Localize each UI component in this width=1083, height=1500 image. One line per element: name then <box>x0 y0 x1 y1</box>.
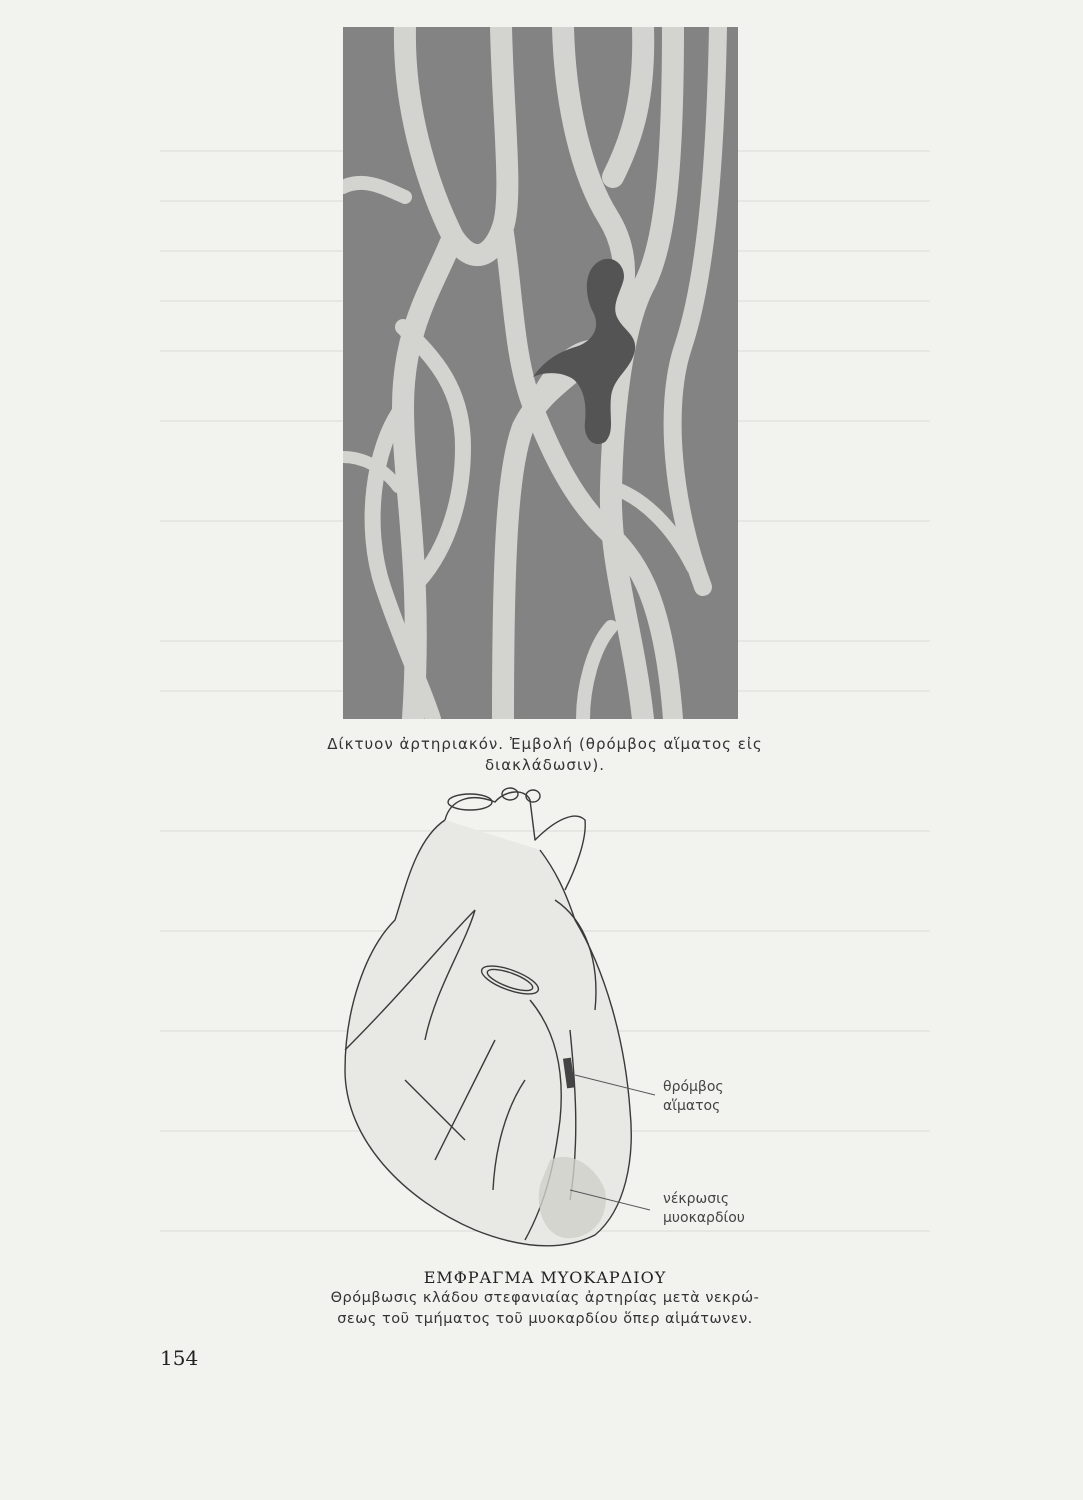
label-thrombus-line1: θρόμβος <box>663 1079 724 1095</box>
label-necrosis <box>663 1190 745 1228</box>
heart-infarction-illustration <box>325 780 765 1260</box>
label-thrombus <box>663 1078 724 1116</box>
arterial-network-illustration <box>343 27 738 719</box>
figure1-caption-line1: Δίκτυον ἀρτηριακόν. Ἐμβολή (θρόμβος αἵματος εἰς <box>327 735 763 753</box>
figure2-caption-line1: Θρόμβωσις κλάδου στεφανιαίας ἀρτηρίας μετὰ νεκρώ- <box>330 1290 760 1306</box>
label-necrosis-line2: μυοκαρδίου <box>663 1210 745 1226</box>
page-number: 154 <box>160 1346 199 1370</box>
figure2-caption-line2: σεως τοῦ τμήματος τοῦ μυοκαρδίου ὅπερ αἱμάτωνεν. <box>337 1311 753 1327</box>
label-necrosis-line1: νέκρωσις <box>663 1191 730 1207</box>
figure2-heading: ΕΜΦΡΑΓΜΑ ΜΥΟΚΑΡΔΙΟΥ <box>423 1268 667 1287</box>
figure1-caption-line2: διακλάδωσιν). <box>484 756 606 774</box>
label-thrombus-line2: αἵματος <box>663 1098 721 1114</box>
